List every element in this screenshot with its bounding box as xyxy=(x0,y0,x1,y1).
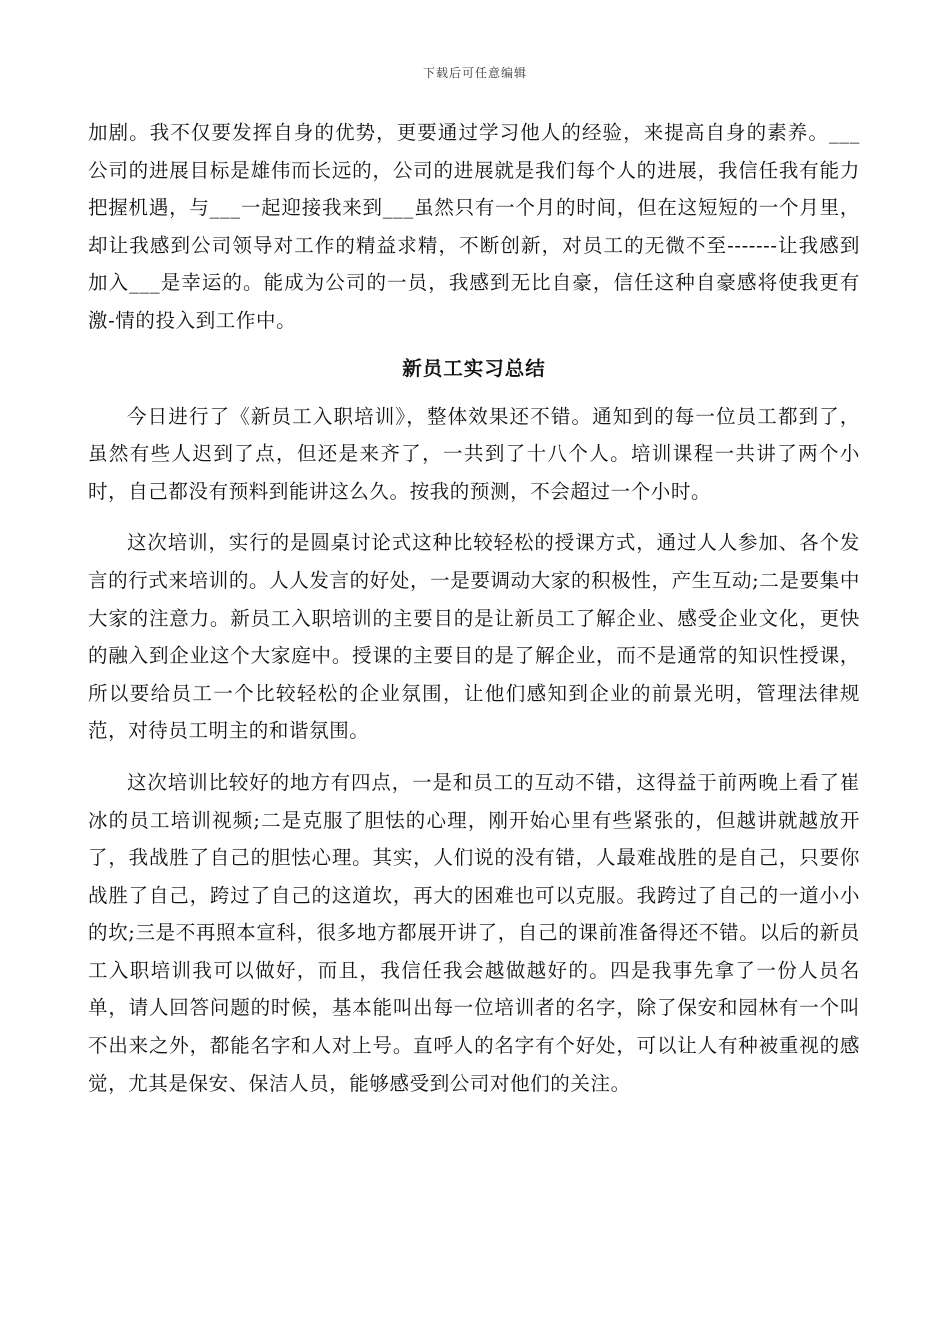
document-body xyxy=(88,114,860,1102)
intro-paragraph: 加剧。我不仅要发挥自身的优势，更要通过学习他人的经验，来提高自身的素养。___公司的进展目标是雄伟而长远的，公司的进展就是我们每个人的进展，我信任我有能力把握机遇，与___一起迎接我来到___虽然只有一个月的时间，但在这短短的一个月里，却让我感到公司领导对工作的精益求精，不断创新，对员工的无微不至-------让我感到加入___是幸运的。能成为公司的一员，我感到无比自豪，信任这种自豪感将使我更有激-情的投入到工作中。 xyxy=(88,121,860,332)
page-header: 下载后可任意编辑 xyxy=(422,66,527,80)
paragraph-spacer xyxy=(88,510,860,524)
paragraph-spacer xyxy=(88,750,860,764)
body-paragraph-1: 今日进行了《新员工入职培训》，整体效果还不错。通知到的每一位员工都到了，虽然有些人迟到了点，但还是来齐了，一共到了十八个人。培训课程一共讲了两个小时，自己都没有预料到能讲这么久。按我的预测，不会超过一个小时。 xyxy=(88,404,860,503)
body-paragraph-3: 这次培训比较好的地方有四点，一是和员工的互动不错，这得益于前两晚上看了崔冰的员工培训视频;二是克服了胆怯的心理，刚开始心里有些紧张的，但越讲就越放开了，我战胜了自己的胆怯心理。其实，人们说的没有错，人最难战胜的是自己，只要你战胜了自己，跨过了自己的这道坎，再大的困难也可以克服。我跨过了自己的一道小小的坎;三是不再照本宣科，很多地方都展开讲了，自己的课前准备得还不错。以后的新员工入职培训我可以做好，而且，我信任我会越做越好的。四是我事先拿了一份人员名单，请人回答问题的时候，基本能叫出每一位培训者的名字，除了保安和园林有一个叫不出来之外，都能名字和人对上号。直呼人的名字有个好处，可以让人有种被重视的感觉，尤其是保安、保洁人员，能够感受到公司对他们的关注。 xyxy=(88,770,860,1095)
body-paragraph-2: 这次培训，实行的是圆桌讨论式这种比较轻松的授课方式，通过人人参加、各个发言的行式来培训的。人人发言的好处，一是要调动大家的积极性，产生互动;二是要集中大家的注意力。新员工入职培训的主要目的是让新员工了解企业、感受企业文化，更快的融入到企业这个大家庭中。授课的主要目的是了解企业，而不是通常的知识性授课，所以要给员工一个比较轻松的企业氛围，让他们感知到企业的前景光明，管理法律规范，对待员工明主的和谐氛围。 xyxy=(88,531,860,743)
section-title: 新员工实习总结 xyxy=(402,356,546,380)
